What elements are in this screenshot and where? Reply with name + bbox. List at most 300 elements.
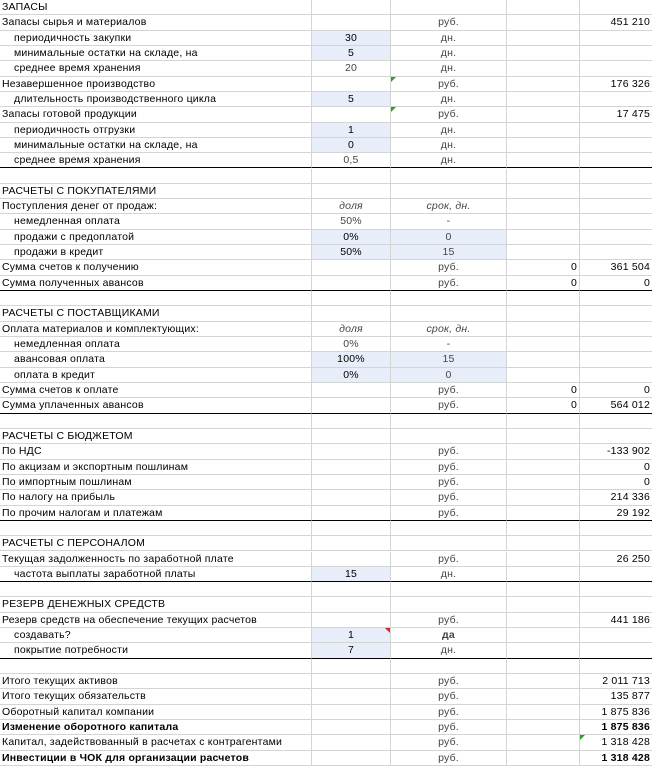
aux-value-cell[interactable] <box>507 628 580 643</box>
unit-cell <box>391 536 507 551</box>
data-row <box>0 214 652 229</box>
total-value-cell[interactable] <box>580 567 652 582</box>
total-value-cell[interactable] <box>580 245 652 260</box>
value-cell <box>312 475 391 490</box>
aux-value-cell[interactable] <box>507 552 580 567</box>
data-row <box>0 383 652 398</box>
aux-value-cell[interactable]: 0 <box>507 276 580 291</box>
label-cell[interactable] <box>0 169 312 184</box>
label-cell[interactable]: РАСЧЕТЫ С ПЕРСОНАЛОМ <box>0 536 312 551</box>
total-value-cell[interactable]: 0 <box>580 475 652 490</box>
value-cell <box>312 597 391 612</box>
total-value-cell[interactable]: 176 326 <box>580 77 652 92</box>
data-row <box>0 674 652 689</box>
data-row <box>0 61 652 76</box>
label-cell[interactable]: создавать? <box>0 628 312 643</box>
aux-value-cell[interactable] <box>507 429 580 444</box>
total-value-cell[interactable]: 0 <box>580 276 652 291</box>
total-value-cell[interactable] <box>580 414 652 429</box>
label-cell[interactable]: РЕЗЕРВ ДЕНЕЖНЫХ СРЕДСТВ <box>0 597 312 612</box>
unit-cell: руб. <box>391 506 507 521</box>
label-cell[interactable]: РАСЧЕТЫ С ПОСТАВЩИКАМИ <box>0 306 312 321</box>
label-cell[interactable]: ЗАПАСЫ <box>0 0 312 15</box>
total-value-cell[interactable] <box>580 169 652 184</box>
blank-row <box>0 169 652 184</box>
total-value-cell[interactable]: 0 <box>580 460 652 475</box>
label-cell[interactable]: периодичность закупки <box>0 31 312 46</box>
aux-value-cell[interactable]: 0 <box>507 383 580 398</box>
total-value-cell[interactable] <box>580 659 652 674</box>
unit-cell: руб. <box>391 15 507 30</box>
total-value-cell[interactable] <box>580 322 652 337</box>
blank-row <box>0 582 652 597</box>
aux-value-cell[interactable] <box>507 0 580 15</box>
section-header-row <box>0 306 652 321</box>
data-row <box>0 123 652 138</box>
value-cell <box>312 260 391 275</box>
value-cell[interactable]: 5 <box>312 46 391 61</box>
aux-value-cell[interactable] <box>507 337 580 352</box>
value-cell[interactable]: 0% <box>312 368 391 383</box>
label-cell[interactable]: покрытие потребности <box>0 643 312 658</box>
aux-value-cell[interactable] <box>507 153 580 168</box>
value-cell <box>312 689 391 704</box>
data-row <box>0 398 652 413</box>
total-value-cell[interactable]: 2 011 713 <box>580 674 652 689</box>
total-value-cell[interactable] <box>580 153 652 168</box>
unit-cell: дн. <box>391 31 507 46</box>
data-row <box>0 260 652 275</box>
value-cell <box>312 521 391 536</box>
value-cell <box>312 306 391 321</box>
aux-value-cell[interactable]: 0 <box>507 260 580 275</box>
label-cell[interactable]: По прочим налогам и платежам <box>0 506 312 521</box>
total-value-cell[interactable] <box>580 46 652 61</box>
label-cell[interactable]: авансовая оплата <box>0 352 312 367</box>
value-cell[interactable]: 1 <box>312 123 391 138</box>
data-row <box>0 490 652 505</box>
value-cell <box>312 674 391 689</box>
aux-value-cell[interactable] <box>507 475 580 490</box>
value-cell: доля <box>312 322 391 337</box>
aux-value-cell[interactable] <box>507 506 580 521</box>
total-value-cell[interactable] <box>580 0 652 15</box>
blank-row <box>0 521 652 536</box>
value-cell <box>312 0 391 15</box>
total-value-cell[interactable]: 441 186 <box>580 613 652 628</box>
unit-cell: дн. <box>391 138 507 153</box>
aux-value-cell[interactable] <box>507 291 580 306</box>
data-row <box>0 368 652 383</box>
label-cell[interactable]: По акцизам и экспортным пошлинам <box>0 460 312 475</box>
label-cell[interactable]: По НДС <box>0 444 312 459</box>
data-row <box>0 735 652 750</box>
data-row <box>0 444 652 459</box>
data-row <box>0 613 652 628</box>
unit-cell <box>391 291 507 306</box>
label-cell[interactable]: Итого текущих активов <box>0 674 312 689</box>
value-cell[interactable]: 100% <box>312 352 391 367</box>
aux-value-cell[interactable] <box>507 689 580 704</box>
unit-cell: дн. <box>391 153 507 168</box>
unit-cell <box>391 521 507 536</box>
data-row <box>0 31 652 46</box>
value-cell <box>312 291 391 306</box>
unit-cell <box>391 306 507 321</box>
label-cell[interactable]: Поступления денег от продаж: <box>0 199 312 214</box>
value-cell <box>312 414 391 429</box>
aux-value-cell[interactable] <box>507 674 580 689</box>
blank-row <box>0 291 652 306</box>
total-value-cell[interactable] <box>580 184 652 199</box>
aux-value-cell[interactable] <box>507 735 580 750</box>
aux-value-cell[interactable] <box>507 92 580 107</box>
data-row <box>0 276 652 291</box>
unit-cell: дн. <box>391 123 507 138</box>
value-cell <box>312 429 391 444</box>
total-value-cell[interactable]: 1 875 836 <box>580 705 652 720</box>
data-row <box>0 153 652 168</box>
unit-cell[interactable]: 15 <box>391 245 507 260</box>
total-value-cell[interactable]: 17 475 <box>580 107 652 122</box>
label-cell[interactable]: продажи в кредит <box>0 245 312 260</box>
data-row <box>0 245 652 260</box>
unit-cell: руб. <box>391 444 507 459</box>
value-cell[interactable]: 30 <box>312 31 391 46</box>
value-cell <box>312 107 391 122</box>
total-value-cell[interactable]: 26 250 <box>580 552 652 567</box>
value-cell <box>312 751 391 766</box>
total-value-cell[interactable] <box>580 429 652 444</box>
unit-cell: руб. <box>391 77 507 92</box>
value-cell <box>312 582 391 597</box>
aux-value-cell[interactable] <box>507 184 580 199</box>
aux-value-cell[interactable] <box>507 536 580 551</box>
total-value-cell[interactable]: 29 192 <box>580 506 652 521</box>
total-value-cell[interactable] <box>580 291 652 306</box>
unit-cell <box>391 169 507 184</box>
value-cell: 0% <box>312 337 391 352</box>
aux-value-cell[interactable] <box>507 199 580 214</box>
unit-cell[interactable]: 15 <box>391 352 507 367</box>
unit-cell: руб. <box>391 260 507 275</box>
label-cell[interactable] <box>0 582 312 597</box>
aux-value-cell[interactable] <box>507 169 580 184</box>
total-value-cell[interactable] <box>580 92 652 107</box>
unit-cell: руб. <box>391 398 507 413</box>
total-value-cell[interactable] <box>580 31 652 46</box>
label-cell[interactable]: оплата в кредит <box>0 368 312 383</box>
total-value-cell[interactable]: 1 318 428 <box>580 751 652 766</box>
label-cell[interactable] <box>0 414 312 429</box>
value-cell <box>312 383 391 398</box>
label-cell[interactable]: минимальные остатки на складе, на <box>0 46 312 61</box>
value-cell <box>312 720 391 735</box>
unit-cell <box>391 184 507 199</box>
unit-cell: дн. <box>391 46 507 61</box>
value-cell <box>312 460 391 475</box>
label-cell[interactable]: Текущая задолженность по заработной плате <box>0 552 312 567</box>
label-cell[interactable]: частота выплаты заработной платы <box>0 567 312 582</box>
section-header-row <box>0 184 652 199</box>
blank-row <box>0 414 652 429</box>
total-value-cell[interactable]: 1 318 428 <box>580 735 652 750</box>
aux-value-cell[interactable] <box>507 15 580 30</box>
total-value-cell[interactable] <box>580 138 652 153</box>
total-value-cell[interactable] <box>580 521 652 536</box>
unit-cell <box>391 582 507 597</box>
unit-cell: дн. <box>391 643 507 658</box>
aux-value-cell[interactable] <box>507 659 580 674</box>
section-header-row <box>0 597 652 612</box>
value-cell[interactable]: 0 <box>312 138 391 153</box>
aux-value-cell[interactable] <box>507 61 580 76</box>
data-row <box>0 46 652 61</box>
label-cell[interactable]: длительность производственного цикла <box>0 92 312 107</box>
unit-cell: да <box>391 628 507 643</box>
aux-value-cell[interactable]: 0 <box>507 398 580 413</box>
value-cell <box>312 398 391 413</box>
total-value-cell[interactable] <box>580 352 652 367</box>
aux-value-cell[interactable] <box>507 490 580 505</box>
section-header-row <box>0 536 652 551</box>
label-cell[interactable]: минимальные остатки на складе, на <box>0 138 312 153</box>
label-cell[interactable]: Сумма счетов к получению <box>0 260 312 275</box>
aux-value-cell[interactable] <box>507 705 580 720</box>
label-cell[interactable]: среднее время хранения <box>0 61 312 76</box>
data-row <box>0 230 652 245</box>
label-cell[interactable]: Резерв средств на обеспечение текущих расчетов <box>0 613 312 628</box>
label-cell[interactable]: Капитал, задействованный в расчетах с контрагентами <box>0 735 312 750</box>
value-cell: 50% <box>312 214 391 229</box>
unit-cell[interactable]: 0 <box>391 230 507 245</box>
unit-cell: руб. <box>391 383 507 398</box>
label-cell[interactable]: продажи с предоплатой <box>0 230 312 245</box>
total-value-cell[interactable] <box>580 230 652 245</box>
data-row <box>0 720 652 735</box>
label-cell[interactable] <box>0 521 312 536</box>
total-value-cell[interactable] <box>580 368 652 383</box>
value-cell <box>312 506 391 521</box>
total-value-cell[interactable] <box>580 199 652 214</box>
total-value-cell[interactable]: 361 504 <box>580 260 652 275</box>
label-cell[interactable]: немедленная оплата <box>0 214 312 229</box>
label-cell[interactable]: немедленная оплата <box>0 337 312 352</box>
label-cell[interactable]: По импортным пошлинам <box>0 475 312 490</box>
value-cell[interactable]: 5 <box>312 92 391 107</box>
unit-cell: руб. <box>391 460 507 475</box>
unit-cell: руб. <box>391 735 507 750</box>
value-cell: 0,5 <box>312 153 391 168</box>
label-cell[interactable]: РАСЧЕТЫ С ПОКУПАТЕЛЯМИ <box>0 184 312 199</box>
aux-value-cell[interactable] <box>507 643 580 658</box>
value-cell <box>312 552 391 567</box>
unit-cell <box>391 659 507 674</box>
label-cell[interactable]: Оборотный капитал компании <box>0 705 312 720</box>
aux-value-cell[interactable] <box>507 720 580 735</box>
unit-cell: руб. <box>391 674 507 689</box>
label-cell[interactable]: Сумма счетов к оплате <box>0 383 312 398</box>
unit-cell: руб. <box>391 490 507 505</box>
total-value-cell[interactable]: 135 877 <box>580 689 652 704</box>
data-row <box>0 567 652 582</box>
aux-value-cell[interactable] <box>507 414 580 429</box>
value-cell <box>312 444 391 459</box>
aux-value-cell[interactable] <box>507 31 580 46</box>
value-cell <box>312 169 391 184</box>
aux-value-cell[interactable] <box>507 245 580 260</box>
label-cell[interactable]: Сумма полученных авансов <box>0 276 312 291</box>
aux-value-cell[interactable] <box>507 751 580 766</box>
aux-value-cell[interactable] <box>507 77 580 92</box>
aux-value-cell[interactable] <box>507 46 580 61</box>
aux-value-cell[interactable] <box>507 352 580 367</box>
aux-value-cell[interactable] <box>507 613 580 628</box>
unit-cell <box>391 597 507 612</box>
unit-cell: руб. <box>391 705 507 720</box>
aux-value-cell[interactable] <box>507 138 580 153</box>
data-row <box>0 705 652 720</box>
data-row <box>0 107 652 122</box>
total-value-cell[interactable] <box>580 123 652 138</box>
aux-value-cell[interactable] <box>507 368 580 383</box>
aux-value-cell[interactable] <box>507 444 580 459</box>
aux-value-cell[interactable] <box>507 322 580 337</box>
value-cell <box>312 659 391 674</box>
aux-value-cell[interactable] <box>507 107 580 122</box>
aux-value-cell[interactable] <box>507 582 580 597</box>
unit-cell: руб. <box>391 552 507 567</box>
value-cell: 20 <box>312 61 391 76</box>
unit-cell: руб. <box>391 613 507 628</box>
unit-cell: руб. <box>391 107 507 122</box>
value-cell[interactable]: 0% <box>312 230 391 245</box>
aux-value-cell[interactable] <box>507 214 580 229</box>
data-row <box>0 15 652 30</box>
label-cell[interactable]: Сумма уплаченных авансов <box>0 398 312 413</box>
total-value-cell[interactable] <box>580 61 652 76</box>
total-value-cell[interactable]: 564 012 <box>580 398 652 413</box>
total-value-cell[interactable] <box>580 628 652 643</box>
value-cell <box>312 276 391 291</box>
aux-value-cell[interactable] <box>507 230 580 245</box>
data-row <box>0 199 652 214</box>
value-cell <box>312 77 391 92</box>
section-header-row <box>0 0 652 15</box>
aux-value-cell[interactable] <box>507 521 580 536</box>
label-cell[interactable] <box>0 659 312 674</box>
data-row <box>0 352 652 367</box>
aux-value-cell[interactable] <box>507 123 580 138</box>
unit-cell: руб. <box>391 689 507 704</box>
label-cell[interactable]: Итого текущих обязательств <box>0 689 312 704</box>
label-cell[interactable]: Запасы готовой продукции <box>0 107 312 122</box>
data-row <box>0 689 652 704</box>
unit-cell: - <box>391 214 507 229</box>
label-cell[interactable]: периодичность отгрузки <box>0 123 312 138</box>
value-cell <box>312 536 391 551</box>
data-row <box>0 337 652 352</box>
total-value-cell[interactable] <box>580 643 652 658</box>
value-cell[interactable]: 15 <box>312 567 391 582</box>
label-cell[interactable]: среднее время хранения <box>0 153 312 168</box>
value-cell <box>312 184 391 199</box>
data-row <box>0 92 652 107</box>
unit-cell: срок, дн. <box>391 322 507 337</box>
unit-cell <box>391 0 507 15</box>
total-value-cell[interactable] <box>580 582 652 597</box>
data-row <box>0 77 652 92</box>
total-value-cell[interactable]: 1 875 836 <box>580 720 652 735</box>
value-cell[interactable]: 1 <box>312 628 391 643</box>
value-cell <box>312 613 391 628</box>
total-value-cell[interactable] <box>580 214 652 229</box>
value-cell <box>312 705 391 720</box>
label-cell[interactable]: Оплата материалов и комплектующих: <box>0 322 312 337</box>
value-cell <box>312 15 391 30</box>
label-cell[interactable] <box>0 291 312 306</box>
unit-cell: - <box>391 337 507 352</box>
label-cell[interactable]: РАСЧЕТЫ С БЮДЖЕТОМ <box>0 429 312 444</box>
value-cell <box>312 490 391 505</box>
total-value-cell[interactable] <box>580 337 652 352</box>
value-cell[interactable]: 50% <box>312 245 391 260</box>
data-row <box>0 475 652 490</box>
total-value-cell[interactable] <box>580 536 652 551</box>
unit-cell: руб. <box>391 720 507 735</box>
aux-value-cell[interactable] <box>507 567 580 582</box>
value-cell[interactable]: 7 <box>312 643 391 658</box>
label-cell[interactable]: Незавершенное производство <box>0 77 312 92</box>
unit-cell <box>391 429 507 444</box>
aux-value-cell[interactable] <box>507 306 580 321</box>
total-value-cell[interactable]: 0 <box>580 383 652 398</box>
unit-cell: дн. <box>391 61 507 76</box>
label-cell[interactable]: Инвестиции в ЧОК для организации расчетов <box>0 751 312 766</box>
data-row <box>0 506 652 521</box>
unit-cell: руб. <box>391 475 507 490</box>
total-value-cell[interactable] <box>580 597 652 612</box>
total-value-cell[interactable]: -133 902 <box>580 444 652 459</box>
value-cell <box>312 735 391 750</box>
aux-value-cell[interactable] <box>507 597 580 612</box>
data-row <box>0 552 652 567</box>
total-value-cell[interactable] <box>580 306 652 321</box>
data-row <box>0 751 652 766</box>
data-row <box>0 138 652 153</box>
value-cell: доля <box>312 199 391 214</box>
label-cell[interactable]: Запасы сырья и материалов <box>0 15 312 30</box>
total-value-cell[interactable]: 451 210 <box>580 15 652 30</box>
data-row <box>0 628 652 643</box>
aux-value-cell[interactable] <box>507 460 580 475</box>
blank-row <box>0 659 652 674</box>
label-cell[interactable]: По налогу на прибыль <box>0 490 312 505</box>
data-row <box>0 643 652 658</box>
unit-cell: руб. <box>391 751 507 766</box>
unit-cell: срок, дн. <box>391 199 507 214</box>
unit-cell: дн. <box>391 92 507 107</box>
unit-cell: руб. <box>391 276 507 291</box>
total-value-cell[interactable]: 214 336 <box>580 490 652 505</box>
unit-cell: дн. <box>391 567 507 582</box>
unit-cell[interactable]: 0 <box>391 368 507 383</box>
section-header-row <box>0 429 652 444</box>
unit-cell <box>391 414 507 429</box>
data-row <box>0 460 652 475</box>
data-row <box>0 322 652 337</box>
label-cell[interactable]: Изменение оборотного капитала <box>0 720 312 735</box>
